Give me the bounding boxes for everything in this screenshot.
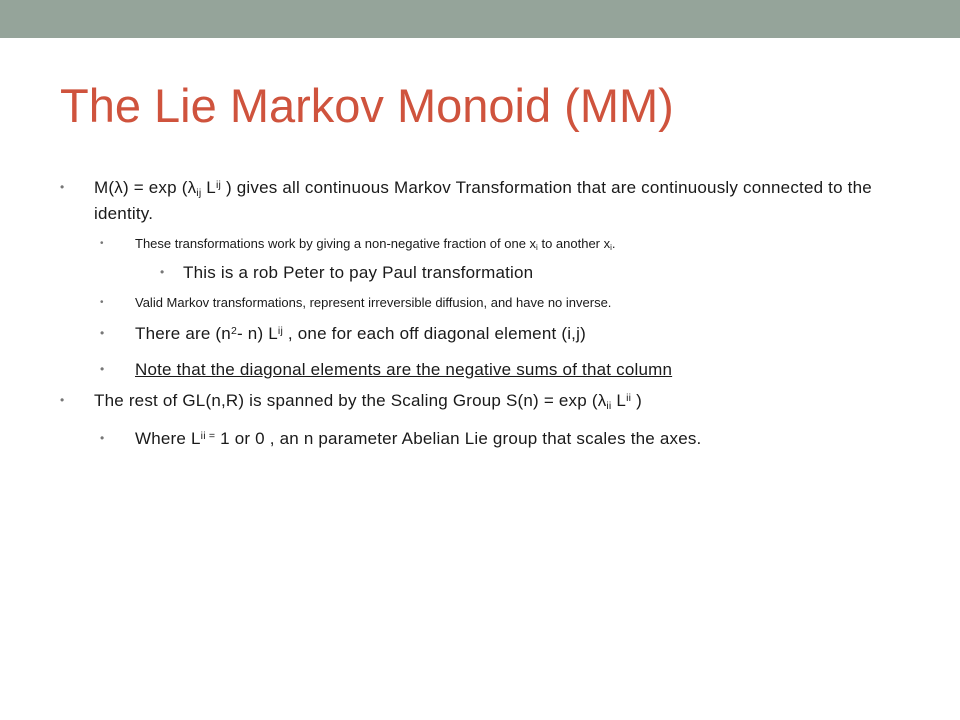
bullet-item-rob-peter: [60, 261, 900, 284]
text-run: The rest of GL(n,R) is spanned by the Scaling Group S(n) = exp (: [94, 391, 598, 410]
bullet-item-count-generators: [60, 322, 900, 348]
text-run: Valid Markov transformations, represent irreversible diffusion, and have no inverse.: [135, 295, 612, 310]
bullet-dot: •: [60, 180, 65, 194]
lambda-symbol: λ: [597, 391, 607, 410]
top-band: [0, 0, 960, 38]
text-run: This is a rob Peter to pay Paul transformation: [183, 263, 534, 282]
bullet-dot: •: [60, 393, 65, 407]
subscript: ii: [606, 400, 612, 413]
text-run: L: [611, 391, 627, 410]
slide-body: [60, 176, 900, 453]
subscript: i: [536, 243, 538, 253]
superscript: ii: [626, 391, 632, 404]
superscript: 2: [230, 324, 238, 337]
bullet-item-scaling-group: [60, 389, 900, 415]
bullet-dot: •: [100, 326, 105, 340]
text-run: - n) L: [237, 324, 278, 343]
text-run: , one for each off diagonal element (i,j): [283, 324, 586, 343]
text-run: ): [631, 391, 642, 410]
text-run: There are (n: [135, 324, 231, 343]
superscript: ij: [215, 178, 222, 191]
bullet-dot: •: [160, 265, 165, 279]
text-run: ) = exp (: [122, 178, 188, 197]
lambda-symbol: λ: [114, 178, 123, 197]
bullet-item-valid-markov: [60, 293, 900, 312]
subscript: ij: [196, 187, 202, 200]
slide-title: The Lie Markov Monoid (MM): [60, 79, 674, 132]
underlined-note: Note that the diagonal elements are the negative sums of that column: [135, 360, 673, 379]
text-run: 1 or 0 , an n parameter Abelian Lie group that scales the axes.: [215, 429, 702, 448]
text-run: to another x: [537, 236, 611, 251]
bullet-item-diagonal-note: [60, 358, 900, 381]
text-run: .: [611, 236, 616, 251]
text-run: These transformations work by giving a non-negative fraction of one x: [135, 236, 537, 251]
bullet-dot: •: [100, 238, 104, 249]
superscript: ii =: [200, 429, 216, 442]
text-run: ) gives all continuous Markov Transformation that are continuously connected to the identity.: [94, 178, 872, 223]
bullet-item-transformations: [60, 234, 900, 255]
bullet-dot: •: [100, 431, 105, 445]
subscript: i: [610, 243, 612, 253]
bullet-item-monoid-definition: [60, 176, 900, 225]
bullet-dot: •: [100, 297, 104, 308]
text-run: M(: [94, 178, 115, 197]
bullet-item-abelian-group: [60, 427, 900, 453]
bullet-dot: •: [100, 362, 105, 376]
lambda-symbol: λ: [187, 178, 197, 197]
text-run: Where L: [135, 429, 201, 448]
superscript: ij: [277, 324, 283, 337]
text-run: L: [201, 178, 216, 197]
